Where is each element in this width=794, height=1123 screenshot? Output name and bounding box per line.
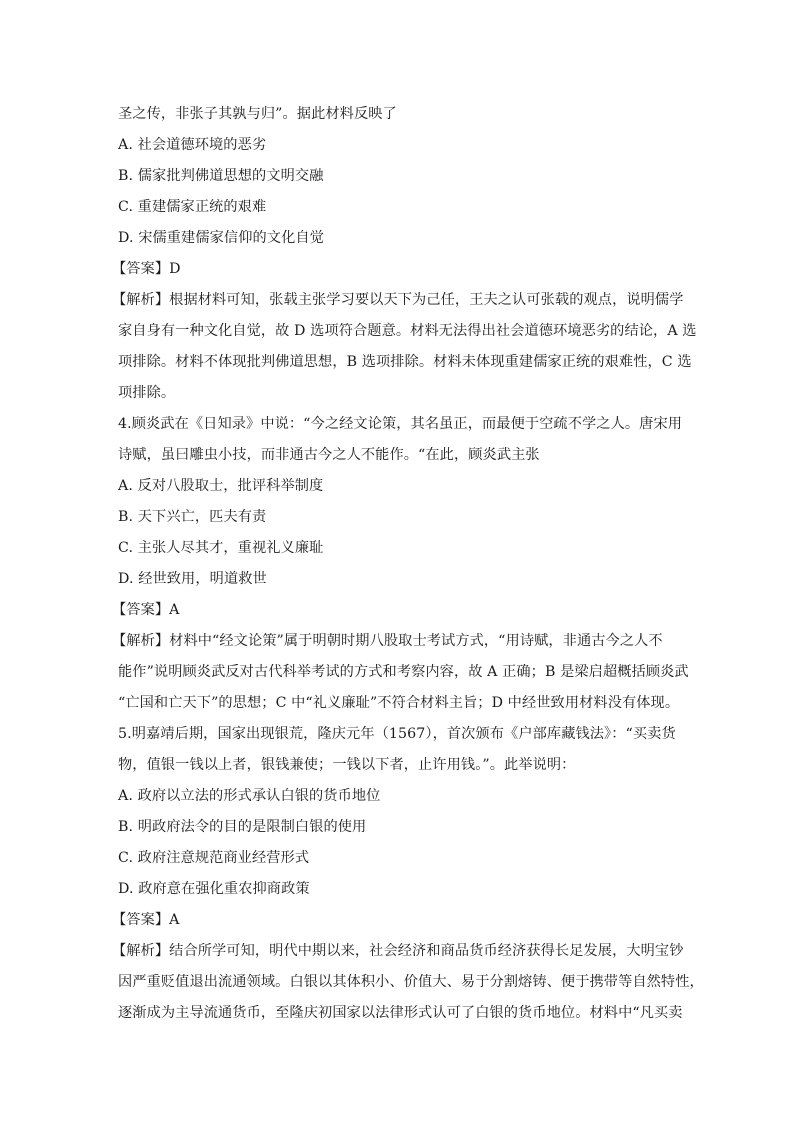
analysis-line: 【解析】根据材料可知，张载主张学习要以天下为己任，王夫之认可张载的观点，说明儒学 [112, 292, 684, 308]
option-a: A. 社会道德环境的恶劣 [118, 137, 267, 153]
option-b: B. 明政府法令的目的是限制白银的使用 [118, 819, 367, 835]
analysis-line: 【解析】结合所学可知，明代中期以来，社会经济和商品货币经济获得长足发展，大明宝钞 [112, 943, 684, 959]
analysis-line: 家自身有一种文化自觉，故 D 选项符合题意。材料无法得出社会道德环境恶劣的结论，A 选 [118, 323, 697, 339]
option-c: C. 政府注意规范商业经营形式 [118, 850, 310, 866]
answer-label: 【答案】A [112, 602, 180, 618]
option-b: B. 天下兴亡，匹夫有责 [118, 509, 267, 525]
analysis-line: 项排除。 [118, 385, 176, 401]
option-d: D. 政府意在强化重农抑商政策 [118, 881, 310, 897]
question-5-line: 物，值银一钱以上者，银钱兼使；一钱以下者，止许用钱。”。此举说明： [118, 757, 576, 773]
option-c: C. 重建儒家正统的艰难 [118, 199, 267, 215]
question-4-line: 4.顾炎武在《日知录》中说：“今之经文论策，其名虽正，而最便于空疏不学之人。唐宋用 [118, 416, 683, 432]
option-d: D. 宋儒重建儒家信仰的文化自觉 [118, 230, 324, 246]
analysis-line: 项排除。材料不体现批判佛道思想，B 选项排除。材料未体现重建儒家正统的艰难性，C 选 [118, 354, 692, 370]
option-b: B. 儒家批判佛道思想的文明交融 [118, 168, 324, 184]
answer-label: 【答案】A [112, 912, 180, 928]
analysis-line: 因严重贬值退出流通领域。白银以其体积小、价值大、易于分割熔铸、便于携带等自然特性， [118, 974, 704, 990]
option-c: C. 主张人尽其才，重视礼义廉耻 [118, 540, 324, 556]
analysis-line: “亡国和亡天下”的思想；C 中“礼义廉耻”不符合材料主旨；D 中经世致用材料没有体现。 [118, 695, 680, 711]
answer-label: 【答案】D [112, 261, 181, 277]
question-5-line: 5.明嘉靖后期，国家出现银荒，隆庆元年（1567），首次颁布《户部库藏钱法》：“买卖货 [118, 726, 676, 742]
question-4-line: 诗赋，虽曰雕虫小技，而非通古今之人不能作。“在此，顾炎武主张 [118, 447, 540, 463]
analysis-line: 能作”说明顾炎武反对古代科举考试的方式和考察内容，故 A 正确；B 是梁启超概括顾炎武 [118, 664, 689, 680]
option-d: D. 经世致用，明道救世 [118, 571, 267, 587]
option-a: A. 反对八股取士，批评科举制度 [118, 478, 324, 494]
analysis-line: 【解析】材料中“经文论策”属于明朝时期八股取士考试方式，“用诗赋，非通古今之人不 [112, 633, 663, 649]
text-line: 圣之传，非张子其孰与归”。据此材料反映了 [118, 106, 397, 122]
analysis-line: 逐渐成为主导流通货币，至隆庆初国家以法律形式认可了白银的货币地位。材料中“凡买卖 [118, 1005, 683, 1021]
option-a: A. 政府以立法的形式承认白银的货币地位 [118, 788, 381, 804]
